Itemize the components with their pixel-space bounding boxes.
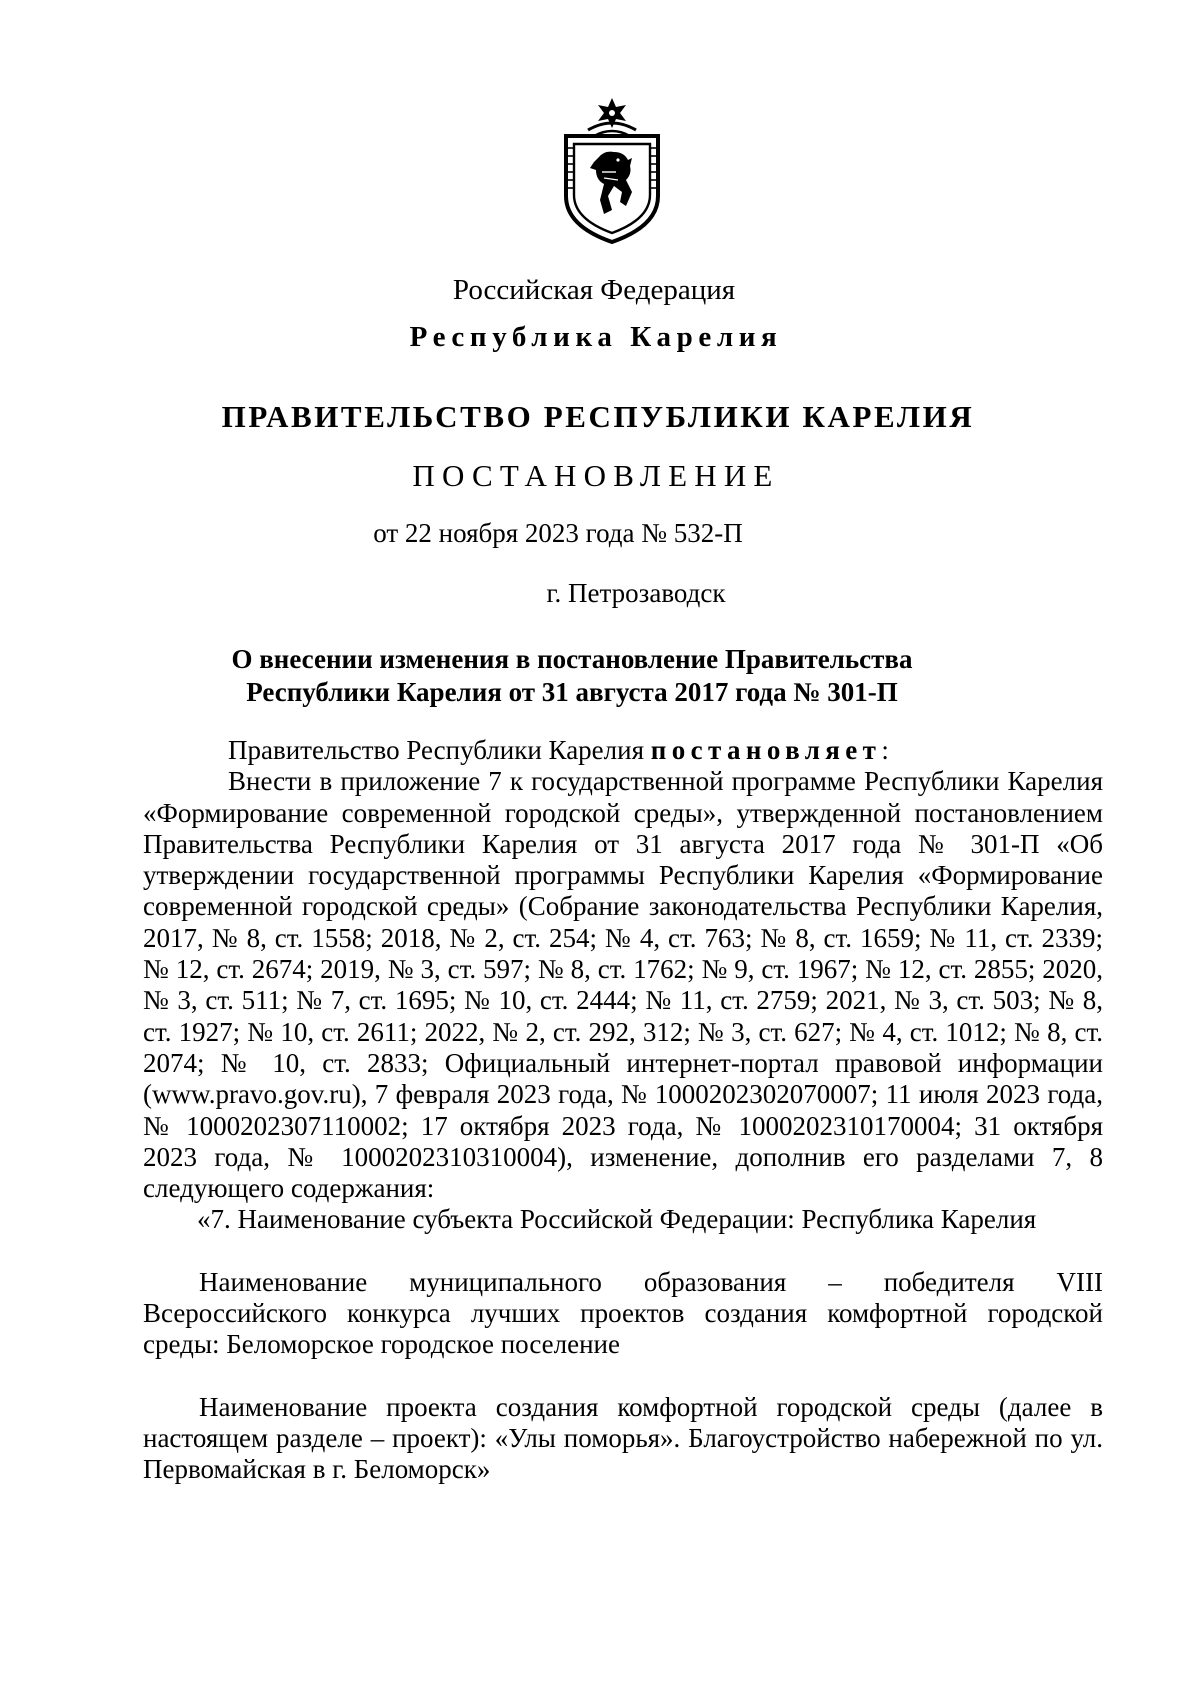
document-body <box>143 735 1103 1486</box>
resolves-prefix: Правительство Республики Карелия <box>228 735 651 765</box>
document-title-line-1: О внесении изменения в постановление Правительства <box>231 644 913 674</box>
project-paragraph: Наименование проекта создания комфортной городской среды (далее в настоящем разделе – проект): «Улы поморья». Благоустройство набережной по ул. Первомайская в г. Беломорск» <box>143 1391 1103 1485</box>
resolves-word: постановляет <box>650 735 882 765</box>
document-title-line-2: Республики Карелия от 31 августа 2017 года № 301-П <box>246 677 898 707</box>
main-paragraph: Внести в приложение 7 к государственной программе Республики Карелия «Формирование современной городской среды», утвержденной постановлением Правительства Республики Карелия от 31 августа 2017 года № 301-П «Об утверждении государственной программы Республики Карелия «Формирование современной городской среды» (Собрание законодательства Республики Карелия, 2017, № 8, ст. 1558; 2018, № 2, ст. 254; № 4, ст. 763; № 8, ст. 1659; № 11, ст. 2339; № 12, ст. 2674; 2019, № 3, ст. 597; № 8, ст. 1762; № 9, ст. 1967; № 12, ст. 2855; 2020, № 3, ст. 511; № 7, ст. 1695; № 10, ст. 2444; № 11, ст. 2759; 2021, № 3, ст. 503; № 8, ст. 1927; № 10, ст. 2611; 2022, № 2, ст. 292, 312; № 3, ст. 627; № 4, ст. 1012; № 8, ст. 2074; № 10, ст. 2833; Официальный интернет-портал правовой информации (www.pravo.gov.ru), 7 февраля 2023 года, № 1000202302070007; 11 июля 2023 года, № 1000202307110002; 17 октября 2023 года, № 1000202310170004; 31 октября 2023 года, № 1000202310310004), изменение, дополнив его разделами 7, 8 следующего содержания: <box>143 766 1103 1204</box>
government-title: ПРАВИТЕЛЬСТВО РЕСПУБЛИКИ КАРЕЛИЯ <box>221 399 975 434</box>
document-title <box>0 643 1172 709</box>
section-7-heading: «7. Наименование субъекта Российской Федерации: Республика Карелия <box>197 1204 1037 1235</box>
document-type: ПОСТАНОВЛЕНИЕ <box>412 458 780 493</box>
municipality-paragraph: Наименование муниципального образования – победителя VIII Всероссийского конкурса лучших проектов создания комфортной городской среды: Беломорское городское поселение <box>143 1266 1103 1360</box>
resolves-suffix: : <box>881 735 889 765</box>
resolves-paragraph <box>143 735 1103 766</box>
city: г. Петрозаводск <box>546 578 726 608</box>
date-and-number: от 22 ноября 2023 года № 532-П <box>373 518 743 548</box>
republic-title: Республика Карелия <box>409 321 783 353</box>
karelia-coat-of-arms-icon <box>558 96 666 244</box>
federation-title: Российская Федерация <box>452 274 736 306</box>
